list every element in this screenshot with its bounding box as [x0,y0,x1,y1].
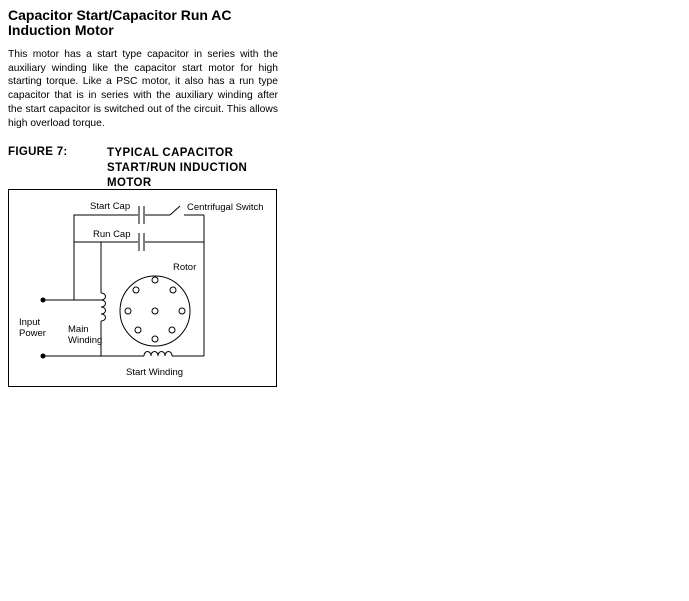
centrifugal-switch-blade [170,206,180,215]
section-title-line2: Induction Motor [8,22,114,38]
figure-title-line2: START/RUN INDUCTION [107,162,248,174]
diagram-frame [9,190,277,387]
rotor-bar [170,287,176,293]
rotor-bar [133,287,139,293]
rotor-bar [152,277,158,283]
input-terminal-top [41,298,46,303]
rotor-bar [135,327,141,333]
input-terminal-bottom [41,354,46,359]
main-winding-label-line1: Main [68,324,89,335]
rotor-label: Rotor [173,262,197,273]
input-power-label-line1: Input [19,317,41,328]
figure-title [107,146,282,191]
rotor-bar [152,336,158,342]
rotor-bar [169,327,175,333]
figure-title-line3: MOTOR [107,177,152,189]
motor-circuit-diagram [8,189,278,388]
main-winding-coil [101,293,106,321]
section-title [8,8,288,38]
start-cap-label: Start Cap [90,201,131,212]
rotor-bar [179,308,185,314]
centrifugal-switch-label: Centrifugal Switch [187,202,264,213]
figure-title-line1: TYPICAL CAPACITOR [107,147,234,159]
main-winding-label-line2: Winding [68,335,103,346]
run-cap-label: Run Cap [93,229,131,240]
figure-label: FIGURE 7: [8,146,68,158]
rotor-bar [125,308,131,314]
input-power-label-line2: Power [19,328,46,339]
start-cap-wire-left [74,215,138,300]
section-title-line1: Capacitor Start/Capacitor Run AC [8,7,232,23]
rotor-bar [152,308,158,314]
description-paragraph: This motor has a start type capacitor in series with the auxiliary winding like the capacitor start motor for high starting torque. Like a PSC motor, it also has a run type capacitor that is in series with the auxiliary winding after the start capacitor is switched out of the circuit. This allows high overload torque. [8,49,278,129]
start-winding-coil [144,352,172,357]
start-winding-label: Start Winding [126,367,184,378]
